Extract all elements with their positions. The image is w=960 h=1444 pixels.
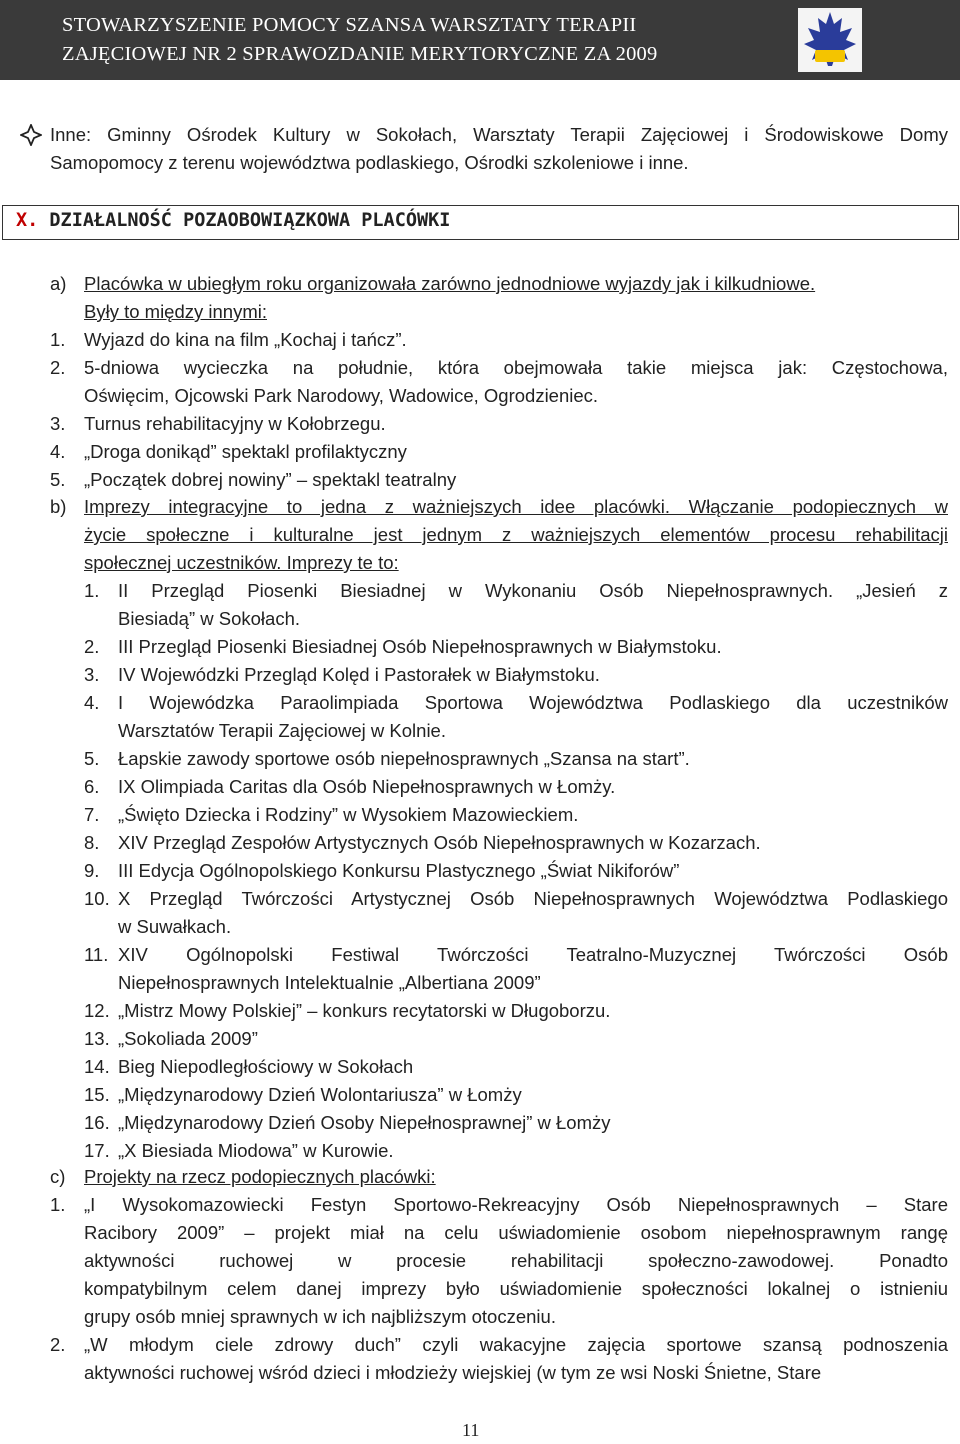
list-item-number: 5. xyxy=(84,748,100,769)
list-item-number: 9. xyxy=(84,860,100,881)
list-item-number: 2. xyxy=(50,1334,66,1355)
list-item-number: 4. xyxy=(50,441,66,462)
section-c-title: Projekty na rzecz podopiecznych placówki: xyxy=(84,1166,436,1187)
list-item-number: 12. xyxy=(84,1000,110,1021)
list-item-number: 4. xyxy=(84,692,100,713)
list-item-text: „Droga donikąd” spektakl profilaktyczny xyxy=(84,441,407,462)
list-item-text: Łapskie zawody sportowe osób niepełnosprawnych „Szansa na start”. xyxy=(118,748,690,769)
list-item-text: „Początek dobrej nowiny” – spektakl teatralny xyxy=(84,469,457,490)
list-item-text: XIV Przegląd Zespołów Artystycznych Osób Niepełnosprawnych w Kozarzach. xyxy=(118,832,761,853)
list-item-number: 10. xyxy=(84,888,110,909)
section-a-line-2: Były to między innymi: xyxy=(84,301,267,322)
list-marker-a: a) xyxy=(50,273,67,294)
maple-leaf-logo-icon xyxy=(798,8,862,72)
list-item-text: X Przegląd Twórczości Artystycznej Osób Niepełnosprawnych Województwa Podlaskiego xyxy=(118,888,948,909)
list-item-text: aktywności ruchowej w procesie rehabilitacji społeczno-zawodowej. Ponadto xyxy=(84,1250,948,1271)
list-item-number: 16. xyxy=(84,1112,110,1133)
list-item-text: III Edycja Ogólnopolskiego Konkursu Plastycznego „Świat Nikiforów” xyxy=(118,860,680,881)
intro-line-2: Samopomocy z terenu województwa podlaskiego, Ośrodki szkoleniowe i inne. xyxy=(50,152,689,173)
list-item-number: 1. xyxy=(84,580,100,601)
list-item-number: 15. xyxy=(84,1084,110,1105)
list-item-text: „Święto Dziecka i Rodziny” w Wysokiem Mazowieckiem. xyxy=(118,804,579,825)
list-item-text: Turnus rehabilitacyjny w Kołobrzegu. xyxy=(84,413,386,434)
list-marker-c: c) xyxy=(50,1166,66,1187)
list-item-number: 14. xyxy=(84,1056,110,1077)
list-item-number: 13. xyxy=(84,1028,110,1049)
intro-line-1: Inne: Gminny Ośrodek Kultury w Sokołach, Warsztaty Terapii Zajęciowej i Środowiskowe Domy xyxy=(50,124,948,145)
list-item-text: Oświęcim, Ojcowski Park Narodowy, Wadowice, Ogrodzieniec. xyxy=(84,385,599,406)
list-item-text: Wyjazd do kina na film „Kochaj i tańcz”. xyxy=(84,329,407,350)
list-item-text: Racibory 2009” – projekt miał na celu uświadomienie osobom niepełnosprawnym rangę xyxy=(84,1222,948,1243)
list-item-number: 11. xyxy=(84,944,109,965)
list-item-number: 1. xyxy=(50,1194,66,1215)
page-number: 11 xyxy=(462,1420,480,1440)
list-item-number: 7. xyxy=(84,804,100,825)
list-item-number: 2. xyxy=(84,636,100,657)
list-item-text: „Międzynarodowy Dzień Osoby Niepełnosprawnej” w Łomży xyxy=(118,1112,611,1133)
list-item-text: grupy osób mniej sprawnych w ich najbliższym otoczeniu. xyxy=(84,1306,556,1327)
header-title-line-2: ZAJĘCIOWEJ NR 2 SPRAWOZDANIE MERYTORYCZNE ZA 2009 xyxy=(62,43,658,65)
list-item-text: „Międzynarodowy Dzień Wolontariusza” w Łomży xyxy=(118,1084,522,1105)
list-item-text: kompatybilnym celem danej imprezy było uświadomienie społeczności lokalnej o istnieniu xyxy=(84,1278,948,1299)
list-item-number: 5. xyxy=(50,469,66,490)
list-item-text: IV Wojewódzki Przegląd Kolęd i Pastorałek w Białymstoku. xyxy=(118,664,600,685)
list-item-text: „X Biesiada Miodowa” w Kurowie. xyxy=(118,1140,394,1161)
list-item-number: 3. xyxy=(84,664,100,685)
list-item-number: 3. xyxy=(50,413,66,434)
list-item-number: 17. xyxy=(84,1140,110,1161)
list-item-number: 2. xyxy=(50,357,66,378)
section-a-line-1: Placówka w ubiegłym roku organizowała zarówno jednodniowe wyjazdy jak i kilkudniowe. xyxy=(84,273,816,294)
section-heading xyxy=(16,207,450,235)
list-item-text: I Wojewódzka Paraolimpiada Sportowa Województwa Podlaskiego dla uczestników xyxy=(118,692,948,713)
list-item-text: „Mistrz Mowy Polskiej” – konkurs recytatorski w Długoborzu. xyxy=(118,1000,611,1021)
list-item-text: „Sokoliada 2009” xyxy=(118,1028,258,1049)
section-b-line-3: społecznej uczestników. Imprezy te to: xyxy=(84,552,399,573)
page-header xyxy=(0,0,960,80)
organization-logo xyxy=(798,8,862,72)
section-b-line-2: życie społeczne i kulturalne jest jednym z ważniejszych elementów procesu rehabilitacji xyxy=(84,524,948,545)
list-item-text: II Przegląd Piosenki Biesiadnej w Wykonaniu Osób Niepełnosprawnych. „Jesień z xyxy=(118,580,948,601)
list-item-text: 5-dniowa wycieczka na południe, która obejmowała takie miejsca jak: Częstochowa, xyxy=(84,357,948,378)
list-item-text: aktywności ruchowej wśród dzieci i młodzieży wiejskiej (w tym ze wsi Noski Śnietne, Stare xyxy=(84,1362,822,1383)
list-marker-b: b) xyxy=(50,496,67,517)
list-item-text: Biesiadą” w Sokołach. xyxy=(118,608,301,629)
list-item-number: 8. xyxy=(84,832,100,853)
list-item-text: III Przegląd Piosenki Biesiadnej Osób Niepełnosprawnych w Białymstoku. xyxy=(118,636,722,657)
list-item-number: 6. xyxy=(84,776,100,797)
list-item-number: 1. xyxy=(50,329,66,350)
list-item-text: IX Olimpiada Caritas dla Osób Niepełnosprawnych w Łomży. xyxy=(118,776,616,797)
diamond-bullet-icon xyxy=(20,124,42,146)
header-title-line-1: STOWARZYSZENIE POMOCY SZANSA WARSZTATY TERAPII xyxy=(62,14,637,36)
list-item-text: „W młodym ciele zdrowy duch” czyli wakacyjne zajęcia sportowe szansą podnoszenia xyxy=(84,1334,948,1355)
list-item-text: „I Wysokomazowiecki Festyn Sportowo-Rekreacyjny Osób Niepełnosprawnych – Stare xyxy=(84,1194,948,1215)
section-b-line-1 xyxy=(84,493,948,521)
section-title: DZIAŁALNOŚĆ POZAOBOWIĄZKOWA PLACÓWKI xyxy=(49,210,451,231)
list-item-text: Bieg Niepodległościowy w Sokołach xyxy=(118,1056,414,1077)
section-b-line-1-text: Imprezy integracyjne to jedna z ważniejszych idee placówki. Włączanie podopiecznych w xyxy=(84,496,948,517)
section-number: X. xyxy=(16,210,39,231)
list-item-text: w Suwałkach. xyxy=(118,916,232,937)
list-item-text: Niepełnosprawnych Intelektualnie „Albertiana 2009” xyxy=(118,972,541,993)
list-item-text: XIV Ogólnopolski Festiwal Twórczości Teatralno-Muzycznej Twórczości Osób xyxy=(118,944,948,965)
list-item-text: Warsztatów Terapii Zajęciowej w Kolnie. xyxy=(118,720,446,741)
